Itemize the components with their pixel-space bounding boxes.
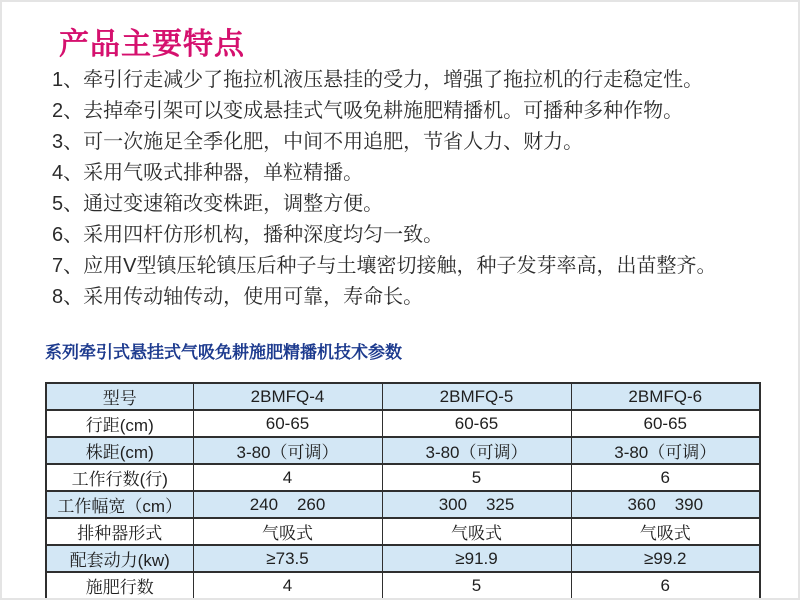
spec-cell: 5 [382, 572, 571, 599]
spec-cell: 300 325 [382, 491, 571, 518]
spec-row-seed-meter-type [46, 518, 760, 545]
spec-header-row [46, 383, 760, 410]
spec-cell: ≥99.2 [571, 545, 760, 572]
spec-row-label: 株距(cm) [46, 437, 193, 464]
spec-header-model-2: 2BMFQ-5 [382, 383, 571, 410]
page-title: 产品主要特点 [59, 28, 245, 61]
feature-item-6: 6、采用四杆仿形机构，播种深度均匀一致。 [52, 224, 444, 246]
spec-cell: 4 [193, 464, 382, 491]
spec-header-label: 型号 [46, 383, 193, 410]
spec-row-label: 施肥行数 [46, 572, 193, 599]
spec-cell: 4 [193, 572, 382, 599]
spec-row-matched-power [46, 545, 760, 572]
spec-row-row-spacing [46, 410, 760, 437]
spec-table [45, 382, 761, 600]
spec-cell: ≥73.5 [193, 545, 382, 572]
spec-row-label: 工作幅宽（cm） [46, 491, 193, 518]
spec-row-label: 配套动力(kw) [46, 545, 193, 572]
spec-row-working-rows [46, 464, 760, 491]
feature-item-5: 5、通过变速箱改变株距，调整方便。 [52, 193, 384, 215]
spec-cell: ≥91.9 [382, 545, 571, 572]
spec-cell: 气吸式 [571, 518, 760, 545]
feature-item-2: 2、去掉牵引架可以变成悬挂式气吸免耕施肥精播机。可播种多种作物。 [52, 100, 684, 122]
spec-cell: 3-80（可调） [571, 437, 760, 464]
spec-cell: 60-65 [571, 410, 760, 437]
feature-item-3: 3、可一次施足全季化肥，中间不用追肥，节省人力、财力。 [52, 131, 584, 153]
feature-item-4: 4、采用气吸式排种器，单粒精播。 [52, 162, 364, 184]
spec-row-plant-spacing [46, 437, 760, 464]
spec-cell: 60-65 [382, 410, 571, 437]
spec-cell: 气吸式 [193, 518, 382, 545]
spec-cell: 3-80（可调） [193, 437, 382, 464]
spec-cell: 60-65 [193, 410, 382, 437]
spec-cell: 240 260 [193, 491, 382, 518]
spec-cell: 360 390 [571, 491, 760, 518]
spec-row-label: 工作行数(行) [46, 464, 193, 491]
spec-cell: 6 [571, 464, 760, 491]
spec-section-title: 系列牵引式悬挂式气吸免耕施肥精播机技术参数 [45, 343, 402, 362]
spec-row-fertilizer-rows [46, 572, 760, 599]
feature-list [52, 65, 762, 313]
feature-item-7: 7、应用V型镇压轮镇压后种子与土壤密切接触，种子发芽率高，出苗整齐。 [52, 255, 717, 277]
spec-row-label: 排种器形式 [46, 518, 193, 545]
spec-cell: 3-80（可调） [382, 437, 571, 464]
spec-row-working-width [46, 491, 760, 518]
spec-cell: 5 [382, 464, 571, 491]
feature-item-8: 8、采用传动轴传动，使用可靠，寿命长。 [52, 286, 424, 308]
spec-header-model-1: 2BMFQ-4 [193, 383, 382, 410]
spec-header-model-3: 2BMFQ-6 [571, 383, 760, 410]
spec-cell: 气吸式 [382, 518, 571, 545]
spec-cell: 6 [571, 572, 760, 599]
spec-row-label: 行距(cm) [46, 410, 193, 437]
feature-item-1: 1、牵引行走减少了拖拉机液压悬挂的受力，增强了拖拉机的行走稳定性。 [52, 69, 704, 91]
